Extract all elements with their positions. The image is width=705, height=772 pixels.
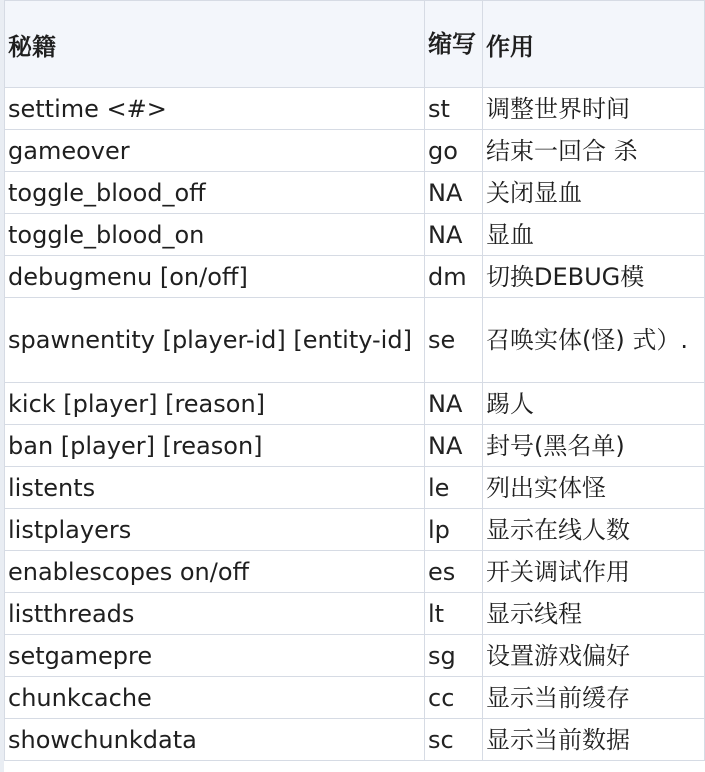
use-cell: 列出实体怪 [483, 467, 705, 509]
abbr-cell: sg [425, 635, 483, 677]
abbr-cell: cc [425, 677, 483, 719]
use-cell: 封号(黑名单) [483, 425, 705, 467]
use-cell: 关闭显血 [483, 172, 705, 214]
use-cell: 开关调试作用 [483, 551, 705, 593]
table-row [5, 635, 705, 677]
cheat-cell: chunkcache [5, 677, 425, 719]
use-cell: 显示在线人数 [483, 509, 705, 551]
cheat-cell: debugmenu [on/off] [5, 256, 425, 298]
cheat-cell: setgamepre [5, 635, 425, 677]
cheat-cell: settime <#> [5, 88, 425, 130]
table-row [5, 256, 705, 298]
cheat-cell: kick [player] [reason] [5, 383, 425, 425]
use-cell: 切换DEBUG模 [483, 256, 705, 298]
use-cell: 显示线程 [483, 593, 705, 635]
cheat-cell: ban [player] [reason] [5, 425, 425, 467]
abbr-cell: lt [425, 593, 483, 635]
use-cell: 调整世界时间 [483, 88, 705, 130]
cheat-cell: spawnentity [player-id] [entity-id] [5, 298, 425, 383]
abbr-cell: sc [425, 719, 483, 761]
use-cell: 显示当前数据 [483, 719, 705, 761]
table-row [5, 509, 705, 551]
abbr-cell: le [425, 467, 483, 509]
use-cell: 召唤实体(怪) 式）. [483, 298, 705, 383]
abbr-cell: NA [425, 172, 483, 214]
table-row [5, 130, 705, 172]
table-row [5, 383, 705, 425]
table-header [5, 1, 705, 88]
table-row [5, 298, 705, 383]
abbr-cell: go [425, 130, 483, 172]
abbr-cell: dm [425, 256, 483, 298]
table-row [5, 593, 705, 635]
use-cell: 结束一回合 杀 [483, 130, 705, 172]
abbr-cell: lp [425, 509, 483, 551]
abbr-cell: NA [425, 383, 483, 425]
abbr-cell: NA [425, 214, 483, 256]
table-row [5, 214, 705, 256]
abbr-cell: es [425, 551, 483, 593]
cheat-cell: listents [5, 467, 425, 509]
use-cell: 设置游戏偏好 [483, 635, 705, 677]
cheat-cell: listplayers [5, 509, 425, 551]
table-row [5, 88, 705, 130]
cheat-cell: listthreads [5, 593, 425, 635]
header-abbr: 缩写 [425, 1, 483, 88]
header-row [5, 1, 705, 88]
cheat-cell: toggle_blood_off [5, 172, 425, 214]
table-row [5, 551, 705, 593]
use-cell: 踢人 [483, 383, 705, 425]
use-cell: 显示当前缓存 [483, 677, 705, 719]
table-row [5, 467, 705, 509]
table-row [5, 719, 705, 761]
cheat-cell: enablescopes on/off [5, 551, 425, 593]
abbr-cell: se [425, 298, 483, 383]
table-row [5, 172, 705, 214]
table-row [5, 677, 705, 719]
use-cell: 显血 [483, 214, 705, 256]
table-body [5, 88, 705, 761]
abbr-cell: NA [425, 425, 483, 467]
cheat-cell: gameover [5, 130, 425, 172]
cheat-cell: showchunkdata [5, 719, 425, 761]
cheat-table [4, 0, 705, 761]
table-row [5, 425, 705, 467]
header-use: 作用 [483, 1, 705, 88]
cheat-cell: toggle_blood_on [5, 214, 425, 256]
abbr-cell: st [425, 88, 483, 130]
header-cheat: 秘籍 [5, 1, 425, 88]
